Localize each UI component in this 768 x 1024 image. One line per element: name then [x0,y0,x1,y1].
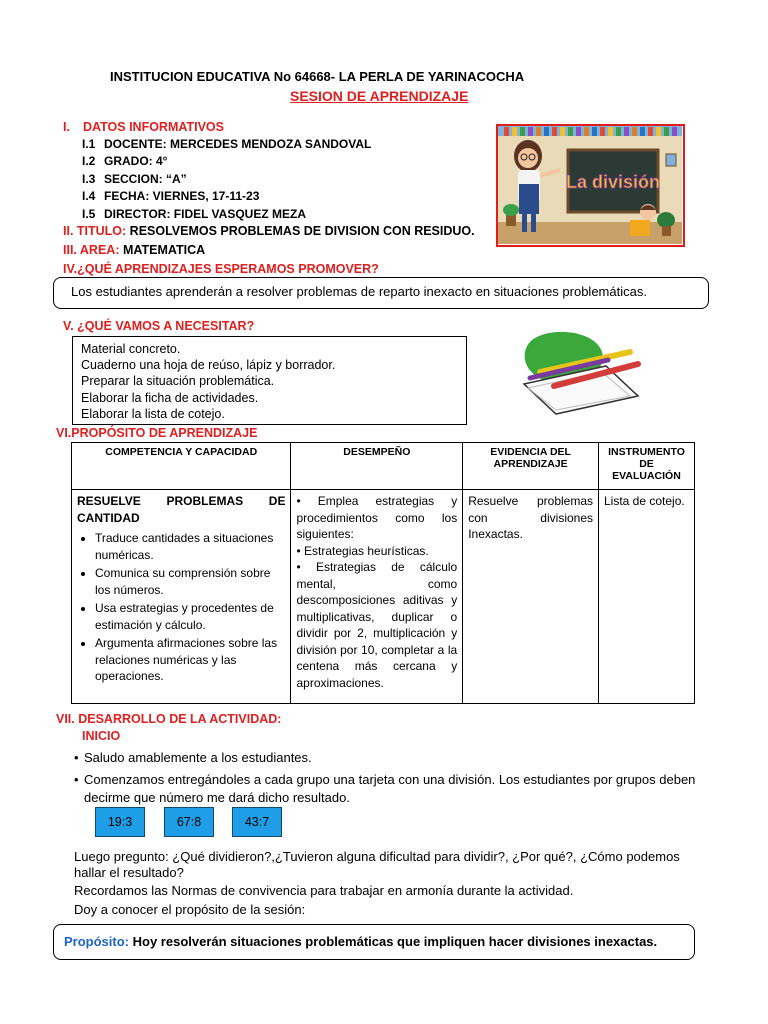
desempeno-item: • Estrategias heurísticas. [296,543,429,558]
inicio-heading: INICIO [82,729,121,743]
aprendizajes-heading: IV.¿QUÉ APRENDIZAJES ESPERAMOS PROMOVER? [63,262,379,276]
necesitar-heading: V. ¿QUÉ VAMOS A NECESITAR? [63,319,255,333]
competencia-title: RESUELVE PROBLEMAS DE CANTIDAD [77,494,286,525]
desarrollo-paragraph: Recordamos las Normas de convivencia para trabajar en armonía durante la actividad. [74,883,574,898]
datos-item: I.2 GRADO: 4° [82,154,168,169]
titulo-label: II. TITULO: [63,224,127,238]
division-card: 43:7 [232,807,282,837]
division-card: 19:3 [95,807,145,837]
banner-text: La división [565,172,661,192]
instrumento-text: Lista de cotejo. [604,494,685,508]
institution-name: INSTITUCION EDUCATIVA No 64668- LA PERLA DE YARINACOCHA [110,69,525,84]
titulo-line [63,224,475,238]
capacidad-item: • Comunica su comprensión sobre los números. [95,565,285,598]
proposito-label: Propósito: [64,934,129,949]
pencils-paper-image [510,326,645,416]
proposito-box [53,924,695,960]
area-label: III. AREA: [63,243,120,257]
necesitar-item: Cuaderno una hoja de reúso, lápiz y borrador. [81,358,336,373]
necesitar-item: Elaborar la lista de cotejo. [81,406,225,421]
competencia-cell [72,490,291,704]
area-line [63,243,205,257]
desarrollo-heading: VII. DESARROLLO DE LA ACTIVIDAD: [56,712,282,726]
desempeno-cell [291,490,463,704]
titulo-value: RESOLVEMOS PROBLEMAS DE DIVISION CON RESIDUO. [129,224,475,238]
necesitar-item: Preparar la situación problemática. [81,374,275,389]
desarrollo-bullet: • Comenzamos entregándoles a cada grupo una tarjeta con una división. Los estudiantes por grupos deben decirme que número me dará dicho resultado. [74,772,696,805]
capacidad-item: • Traduce cantidades a situaciones numéricas. [95,530,285,563]
datos-heading-num: I. [63,120,70,134]
column-header: EVIDENCIA DEL APRENDIZAJE [463,443,599,490]
datos-item: I.4 FECHA: VIERNES, 17-11-23 [82,189,260,204]
proposito-aprendizaje-heading: VI.PROPÓSITO DE APRENDIZAJE [56,426,258,440]
desempeno-item: • Estrategias de cálculo mental, como descomposiciones aditivas y multiplicativas, duplicar o dividir por 2, multiplicación y división por 10, completar a la centena más cercana y aproximaciones. [296,560,458,690]
capacidad-item: • Usa estrategias y procedentes de estimación y cálculo. [95,600,285,633]
datos-item: I.1 DOCENTE: MERCEDES MENDOZA SANDOVAL [82,137,372,151]
column-header: COMPETENCIA Y CAPACIDAD [72,443,291,490]
desempeno-item: • Emplea estrategias y procedimientos como los siguientes: [296,494,458,541]
datos-list [82,137,371,224]
necesitar-item: Elaborar la ficha de actividades. [81,390,259,405]
column-header: INSTRUMENTO DE EVALUACIÓN [599,443,695,490]
classroom-image [498,126,682,244]
evidencia-text: Resuelve problemas con divisiones Inexactas. [468,494,593,541]
aprendizajes-text: Los estudiantes aprenderán a resolver problemas de reparto inexacto en situaciones problemáticas. [71,284,647,299]
proposito-text: Hoy resolverán situaciones problemáticas que impliquen hacer divisiones inexactas. [132,934,658,949]
table-header-row [72,443,695,490]
division-illustration [496,124,685,247]
table-row [72,490,695,704]
desarrollo-paragraph: Doy a conocer el propósito de la sesión: [74,902,306,917]
column-header: DESEMPEÑO [291,443,463,490]
evaluation-table [71,442,695,704]
datos-item: I.5 DIRECTOR: FIDEL VASQUEZ MEZA [82,206,307,221]
capacidad-item: • Argumenta afirmaciones sobre las relaciones numéricas y las operaciones. [95,635,285,685]
aprendizajes-box [53,277,709,309]
instrumento-cell [599,490,695,704]
datos-item: I.3 SECCION: “A” [82,171,187,186]
area-value: MATEMATICA [122,243,206,257]
necesitar-box [72,336,467,425]
division-card: 67:8 [164,807,214,837]
datos-heading-text: DATOS INFORMATIVOS [83,120,224,134]
desarrollo-paragraph: Luego pregunto: ¿Qué dividieron?,¿Tuvieron alguna dificultad para dividir?, ¿Por qué?, ¿Cómo podemos hallar el resultado? [74,849,680,880]
session-title: SESION DE APRENDIZAJE [290,88,469,104]
desarrollo-bullet: • Saludo amablemente a los estudiantes. [74,750,312,765]
necesitar-item: Material concreto. [81,342,181,356]
evidencia-cell [463,490,599,704]
datos-heading [63,120,224,134]
